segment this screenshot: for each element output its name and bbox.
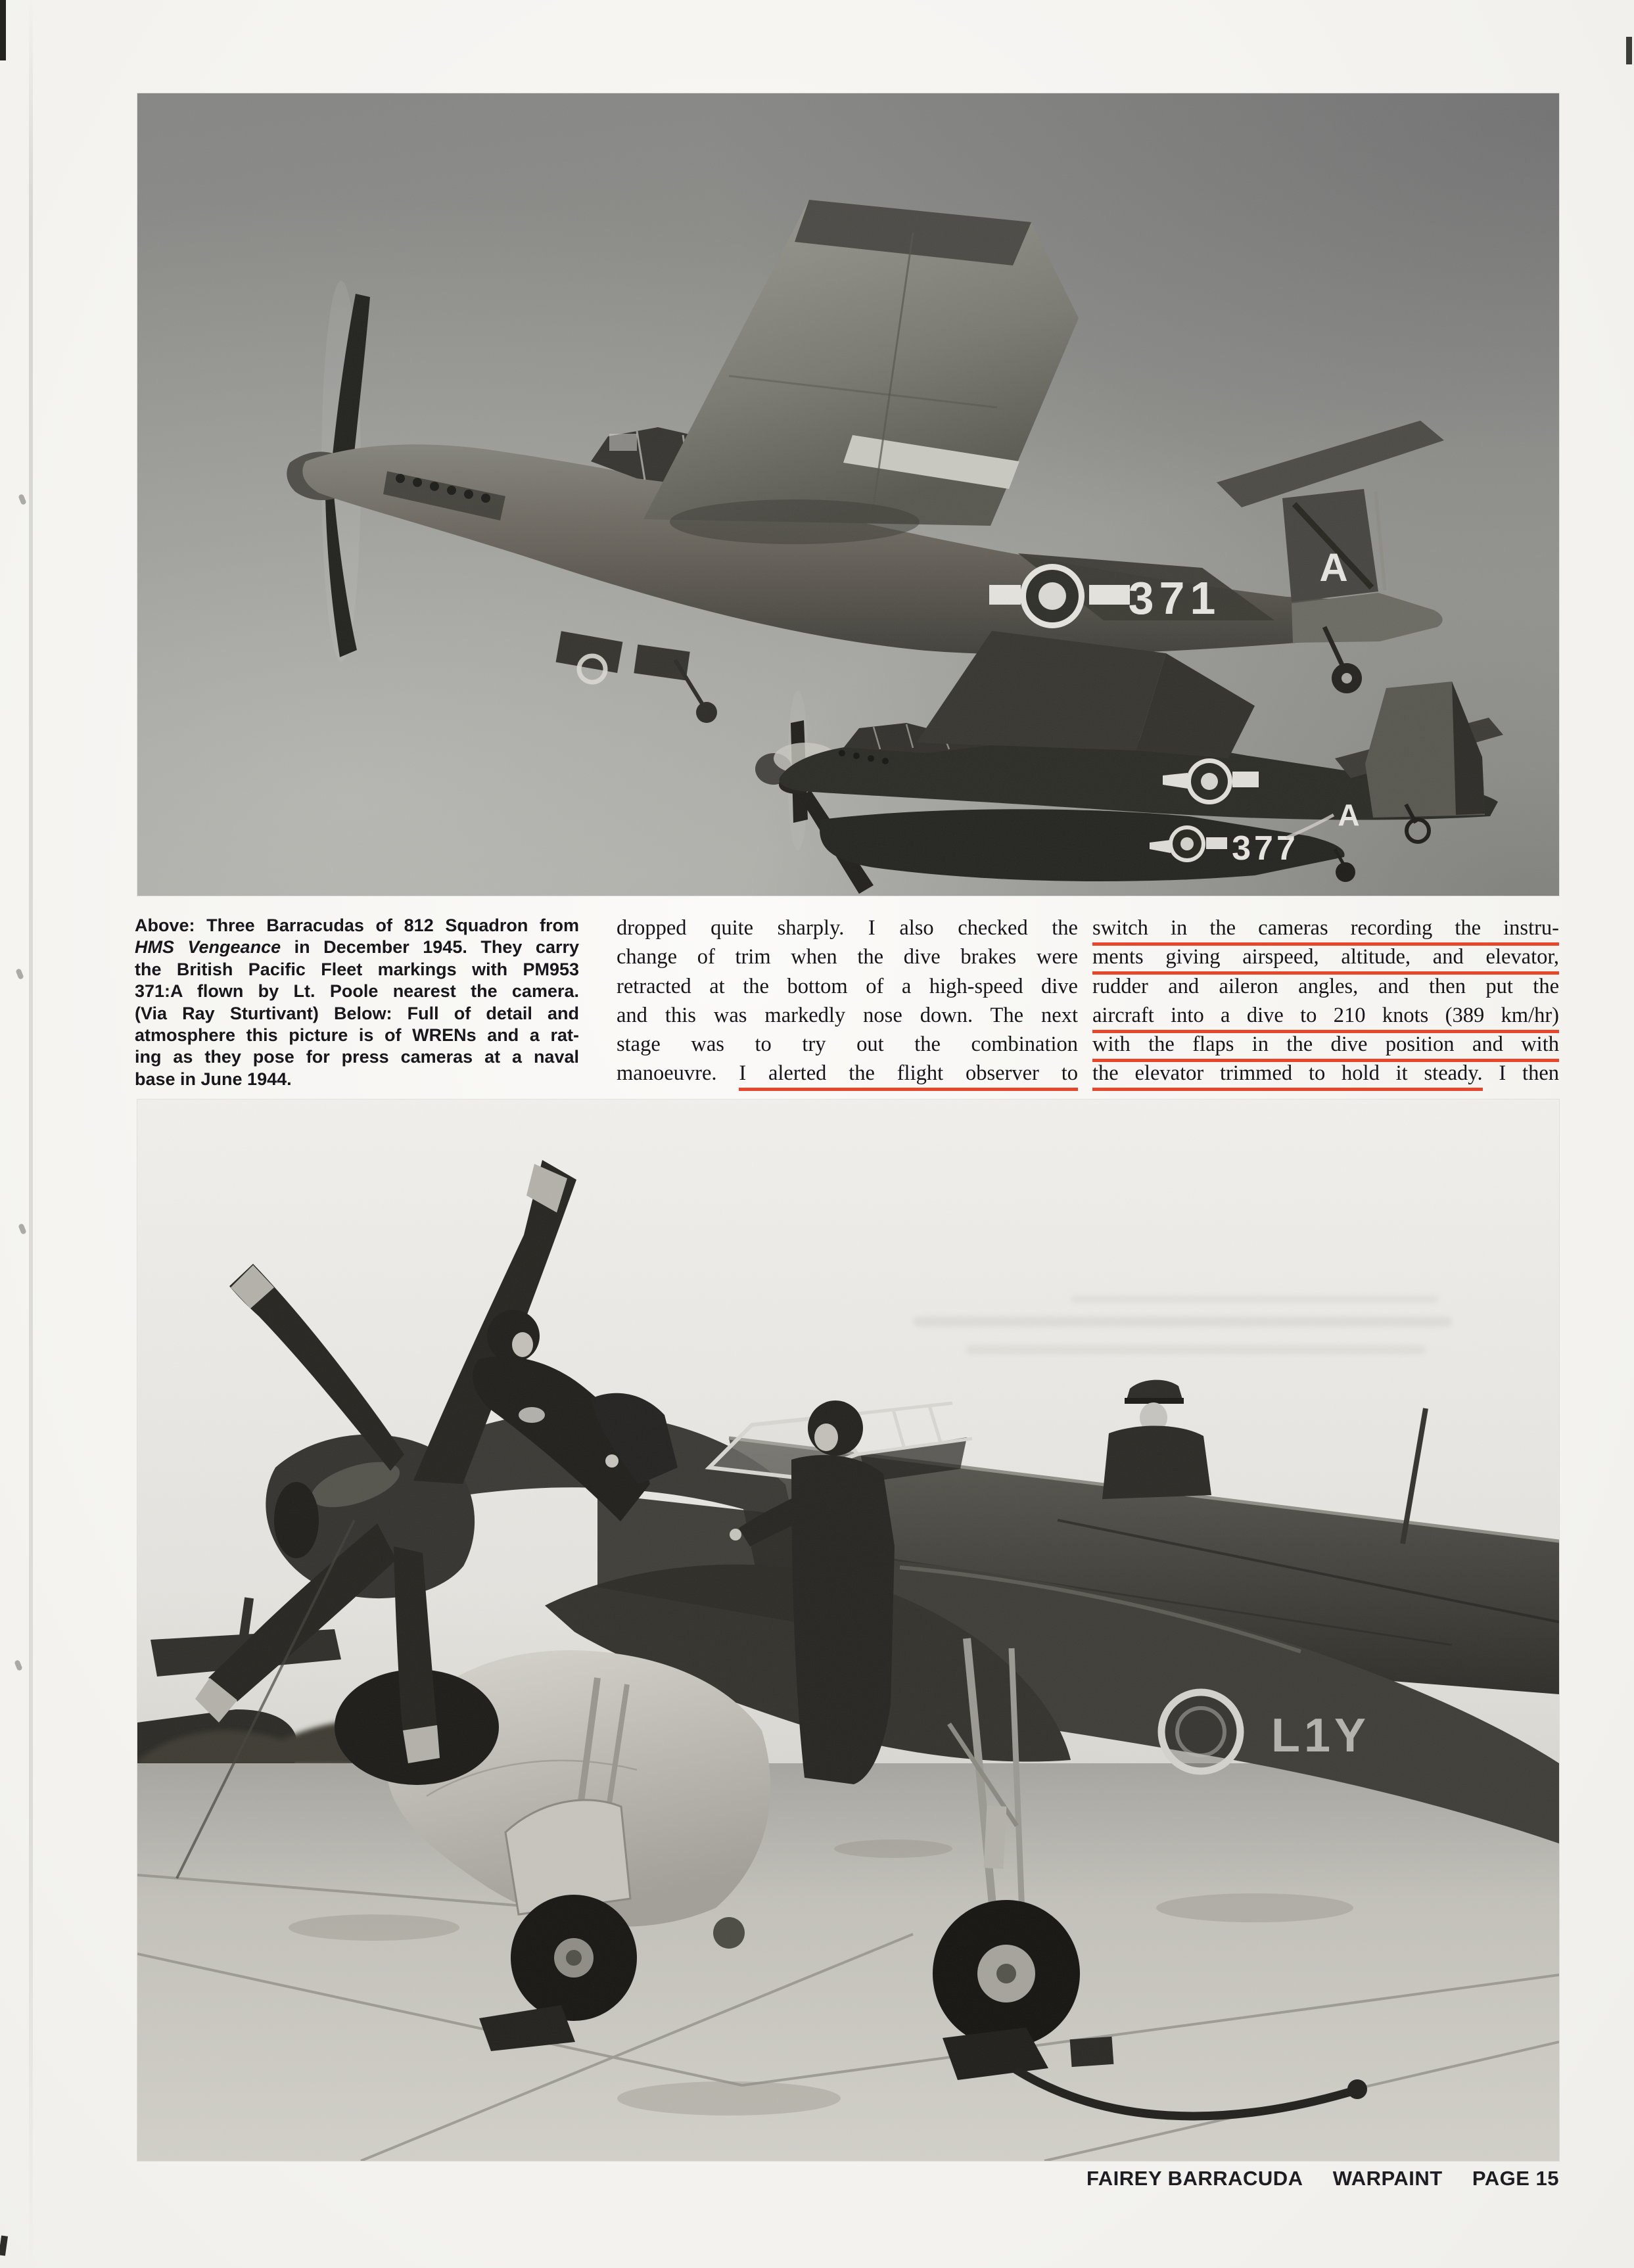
footer-title: FAIREY BARRACUDA	[1086, 2167, 1303, 2190]
text-line: and this was markedly nose down. The next	[617, 1003, 1078, 1027]
footer-page-number: PAGE 15	[1472, 2167, 1559, 2190]
caption-line: Above: Three Barracudas of 812 Squadron from	[135, 915, 579, 935]
caption-line: the British Pacific Fleet markings with PM953	[135, 959, 579, 979]
scan-fleck	[18, 494, 26, 505]
top-photo-image	[137, 93, 1559, 896]
text-line	[1092, 1059, 1559, 1088]
text-line	[1092, 914, 1559, 942]
red-underline-annotation: ments giving airspeed, altitude, and elevator,	[1092, 945, 1559, 975]
caption-line: ing as they pose for press cameras at a naval	[135, 1047, 579, 1067]
top-photo	[137, 93, 1559, 896]
red-underline-annotation: aircraft into a dive to 210 knots (389 km/hr)	[1092, 1004, 1559, 1033]
text-line: retracted at the bottom of a high-speed dive	[617, 974, 1078, 998]
tail-letter-371: A	[1319, 545, 1348, 590]
red-underline-annotation: I alerted the flight observer to	[739, 1061, 1078, 1091]
caption-text: in December 1945. They carry	[281, 937, 579, 958]
text-line: dropped quite sharply. I also checked the	[617, 916, 1078, 940]
text-line	[1092, 1001, 1559, 1030]
scan-gutter-shadow	[29, 0, 33, 2268]
bottom-photo	[137, 1099, 1559, 2161]
italic-ship-name: HMS Vengeance	[135, 937, 281, 958]
film-grain	[137, 1099, 1559, 2161]
scan-fleck	[18, 1223, 26, 1235]
text-segment: I then	[1482, 1061, 1559, 1086]
red-underline-annotation: the elevator trimmed to hold it steady.	[1092, 1061, 1483, 1091]
scan-edge-mark	[1626, 37, 1632, 64]
page-footer	[0, 2167, 1559, 2190]
caption-line: atmosphere this picture is of WRENs and a rat-	[135, 1025, 579, 1046]
photo-caption	[135, 915, 579, 1090]
caption-line: 371:A flown by Lt. Poole nearest the camera.	[135, 981, 579, 1002]
article-column-2	[1092, 914, 1559, 1088]
text-line	[617, 1059, 1078, 1088]
fuselage-code-371: 371	[1128, 572, 1221, 624]
scan-edge-mark	[0, 2235, 8, 2256]
text-line: rudder and aileron angles, and then put the	[1092, 974, 1559, 998]
footer-series: WARPAINT	[1332, 2167, 1443, 2190]
caption-line: (Via Ray Sturtivant) Below: Full of detail and	[135, 1003, 579, 1023]
text-segment: manoeuvre.	[617, 1061, 739, 1086]
fuselage-code-377: 377	[1232, 829, 1299, 868]
scan-fleck	[15, 968, 24, 980]
bottom-photo-image	[137, 1099, 1559, 2161]
article-column-1	[617, 914, 1078, 1088]
text-line: stage was to try out the combination	[617, 1032, 1078, 1057]
text-line: change of trim when the dive brakes were	[617, 945, 1078, 969]
caption-line	[135, 937, 579, 958]
red-underline-annotation: switch in the cameras recording the instru-	[1092, 916, 1559, 946]
tail-letter-377: A	[1338, 798, 1360, 832]
caption-line: base in June 1944.	[135, 1069, 292, 1089]
text-line	[1092, 1030, 1559, 1059]
red-underline-annotation: with the flaps in the dive position and with	[1092, 1032, 1559, 1062]
film-grain	[137, 93, 1559, 896]
scan-fleck	[14, 1659, 22, 1671]
fuselage-code-L1Y: L1Y	[1271, 1709, 1370, 1762]
text-line	[1092, 942, 1559, 971]
scan-edge-mark	[0, 0, 6, 60]
